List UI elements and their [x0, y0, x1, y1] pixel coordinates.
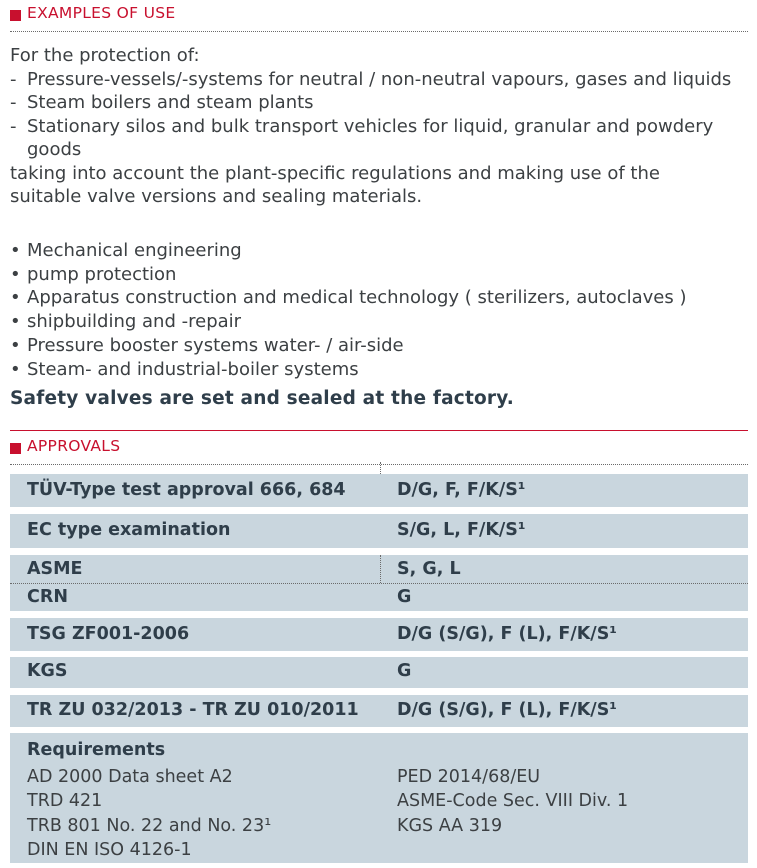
list-item: [10, 334, 750, 358]
dash-marker: -: [10, 68, 17, 90]
approvals-section-header: [10, 434, 748, 465]
approval-value: G: [397, 587, 412, 607]
bullet-dot-icon: •: [10, 287, 21, 309]
row-separator: [10, 583, 748, 584]
closing-text: taking into account the plant-specific regulations and making use of the suitable valve versions and sealing materials.: [10, 162, 660, 207]
list-item: [10, 286, 750, 310]
approval-value: D/G, F, F/K/S¹: [397, 480, 526, 500]
approval-name: TÜV-Type test approval 666, 684: [27, 480, 346, 500]
requirement-item: TRB 801 No. 22 and No. 23¹: [27, 815, 272, 836]
examples-intro-block: [10, 44, 750, 209]
dash-marker: -: [10, 92, 17, 113]
bullet-dot-icon: •: [10, 334, 21, 356]
approval-value: D/G (S/G), F (L), F/K/S¹: [397, 700, 617, 720]
bullet-text: Steam- and industrial-boiler systems: [27, 358, 359, 380]
table-row: [10, 657, 748, 688]
red-square-icon: [10, 10, 21, 21]
approval-name: EC type examination: [27, 520, 231, 540]
approval-value: G: [397, 661, 412, 681]
factory-seal-note: Safety valves are set and sealed at the factory.: [10, 388, 515, 409]
bullet-list: [10, 239, 750, 381]
requirement-item: DIN EN ISO 4126-1: [27, 839, 192, 860]
red-square-icon: [10, 443, 21, 454]
approval-name: TSG ZF001-2006: [27, 624, 190, 644]
bullet-text: pump protection: [27, 263, 177, 285]
examples-heading: EXAMPLES OF USE: [27, 4, 176, 22]
approval-name: CRN: [27, 587, 68, 607]
bullet-dot-icon: •: [10, 311, 21, 333]
dash-item-text: Stationary silos and bulk transport vehicles for liquid, granular and powdery goods: [27, 115, 714, 160]
dash-marker: -: [10, 115, 17, 137]
approval-name: ASME: [27, 559, 83, 579]
approval-value: D/G (S/G), F (L), F/K/S¹: [397, 624, 617, 644]
bullet-dot-icon: •: [10, 240, 21, 261]
requirement-item: KGS AA 319: [397, 815, 503, 836]
column-divider: [380, 555, 381, 583]
dash-item-text: Steam boilers and steam plants: [27, 92, 314, 113]
requirements-left-column: [27, 765, 271, 862]
requirements-heading: Requirements: [27, 740, 166, 760]
list-item: [10, 239, 750, 263]
list-item: [10, 91, 750, 115]
table-row: [10, 618, 748, 651]
bullet-text: Pressure booster systems water- / air-side: [27, 334, 404, 356]
bullet-text: Mechanical engineering: [27, 240, 242, 261]
bullet-dot-icon: •: [10, 358, 21, 380]
list-item: [10, 263, 750, 287]
column-divider: [380, 462, 381, 474]
examples-section-header: [10, 1, 748, 32]
approvals-heading: APPROVALS: [27, 437, 121, 455]
bullet-dot-icon: •: [10, 263, 21, 285]
intro-text: For the protection of:: [10, 45, 200, 66]
dash-item-text: Pressure-vessels/-systems for neutral / non-neutral vapours, gases and liquids: [27, 68, 732, 90]
requirement-item: AD 2000 Data sheet A2: [27, 767, 233, 787]
table-row: [10, 474, 748, 507]
list-item: [10, 358, 750, 382]
bullet-text: Apparatus construction and medical technology ( sterilizers, autoclaves ): [27, 287, 687, 309]
section-divider: [10, 430, 748, 431]
list-item: [10, 68, 750, 92]
requirement-item: TRD 421: [27, 791, 103, 812]
requirements-box: [10, 733, 748, 863]
table-row: [10, 695, 748, 727]
approval-value: S, G, L: [397, 559, 461, 579]
approval-name: KGS: [27, 661, 68, 681]
requirement-item: ASME-Code Sec. VIII Div. 1: [397, 791, 629, 812]
requirements-right-column: [397, 765, 628, 838]
list-item: [10, 310, 750, 334]
approval-value: S/G, L, F/K/S¹: [397, 520, 526, 540]
list-item: [10, 115, 750, 162]
requirement-item: PED 2014/68/EU: [397, 767, 541, 787]
bullet-text: shipbuilding and -repair: [27, 311, 242, 333]
table-row: [10, 514, 748, 548]
approval-name: TR ZU 032/2013 - TR ZU 010/2011: [27, 700, 359, 720]
